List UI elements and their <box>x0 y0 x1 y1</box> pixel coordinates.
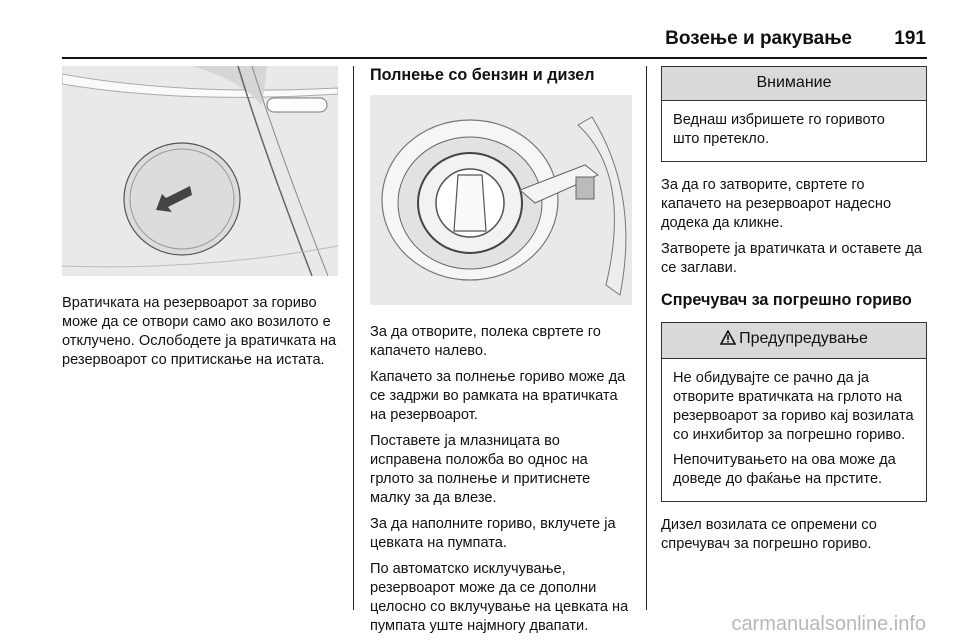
refuel-paragraph: По автоматско исклучување, резервоарот може да се дополни целосно со вклучување на цевката на пумпата уште најмногу двапати. <box>370 561 629 634</box>
refuel-paragraph: Поставете ја млазницата во исправена положба во однос на грлото за полнење и притиснете малку за да влезе. <box>370 433 591 506</box>
header-rule <box>62 57 927 59</box>
fuel-flap-illustration <box>62 66 338 276</box>
header-section-title: Возење и ракување <box>665 28 852 49</box>
warning-box-header <box>662 323 926 359</box>
refuel-paragraph: За да отворите, полека свртете го капачето налево. <box>370 324 601 359</box>
warning-box-title: Предупредување <box>739 330 868 347</box>
fuel-flap-icon <box>62 66 338 276</box>
watermark: carmanualsonline.info <box>731 613 926 635</box>
warning-box <box>661 322 927 502</box>
diesel-paragraph: Дизел возилата се опремени со спречувач за погрешно гориво. <box>661 517 877 552</box>
fuel-cap-icon <box>370 95 632 305</box>
notice-box-text: Веднаш избришете го горивото што претекло. <box>673 112 885 147</box>
closing-paragraph: За да го затворите, свртете го капачето на резервоарот надесно додека да кликне. <box>661 177 892 231</box>
notice-box-title: Внимание <box>662 67 926 101</box>
column-3 <box>661 66 927 561</box>
fuel-cap-figure <box>370 95 632 305</box>
column-1 <box>62 66 338 377</box>
column-divider <box>353 66 354 610</box>
fuel-flap-paragraph: Вратичката на резервоарот за гориво може да се отвори само ако возилото е отклучено. Ослободете ја вратичката на резервоарот со притискање на истата. <box>62 295 337 368</box>
warning-triangle-icon <box>720 330 736 350</box>
refuel-paragraph: Капачето за полнење гориво може да се задржи во рамката на вратичката на резервоарот. <box>370 369 626 423</box>
notice-box <box>661 66 927 162</box>
section-heading-refueling: Полнење со бензин и дизел <box>370 66 595 84</box>
column-divider <box>646 66 647 610</box>
warning-paragraph: Не обидувајте се рачно да ја отворите вратичката на грлото на резервоарот за гориво кај возилата со инхибитор за погрешно гориво. <box>673 370 914 443</box>
closing-paragraph: Затворете ја вратичката и оставете да се заглави. <box>661 241 922 276</box>
refuel-paragraph: За да наполните гориво, вклучете ја цевката на пумпата. <box>370 516 616 551</box>
page-number: 191 <box>894 28 926 49</box>
section-heading-misfuel: Спречувач за погрешно гориво <box>661 291 912 309</box>
warning-paragraph: Непочитувањето на ова може да доведе до фаќање на прстите. <box>673 452 896 487</box>
column-2 <box>370 66 632 643</box>
